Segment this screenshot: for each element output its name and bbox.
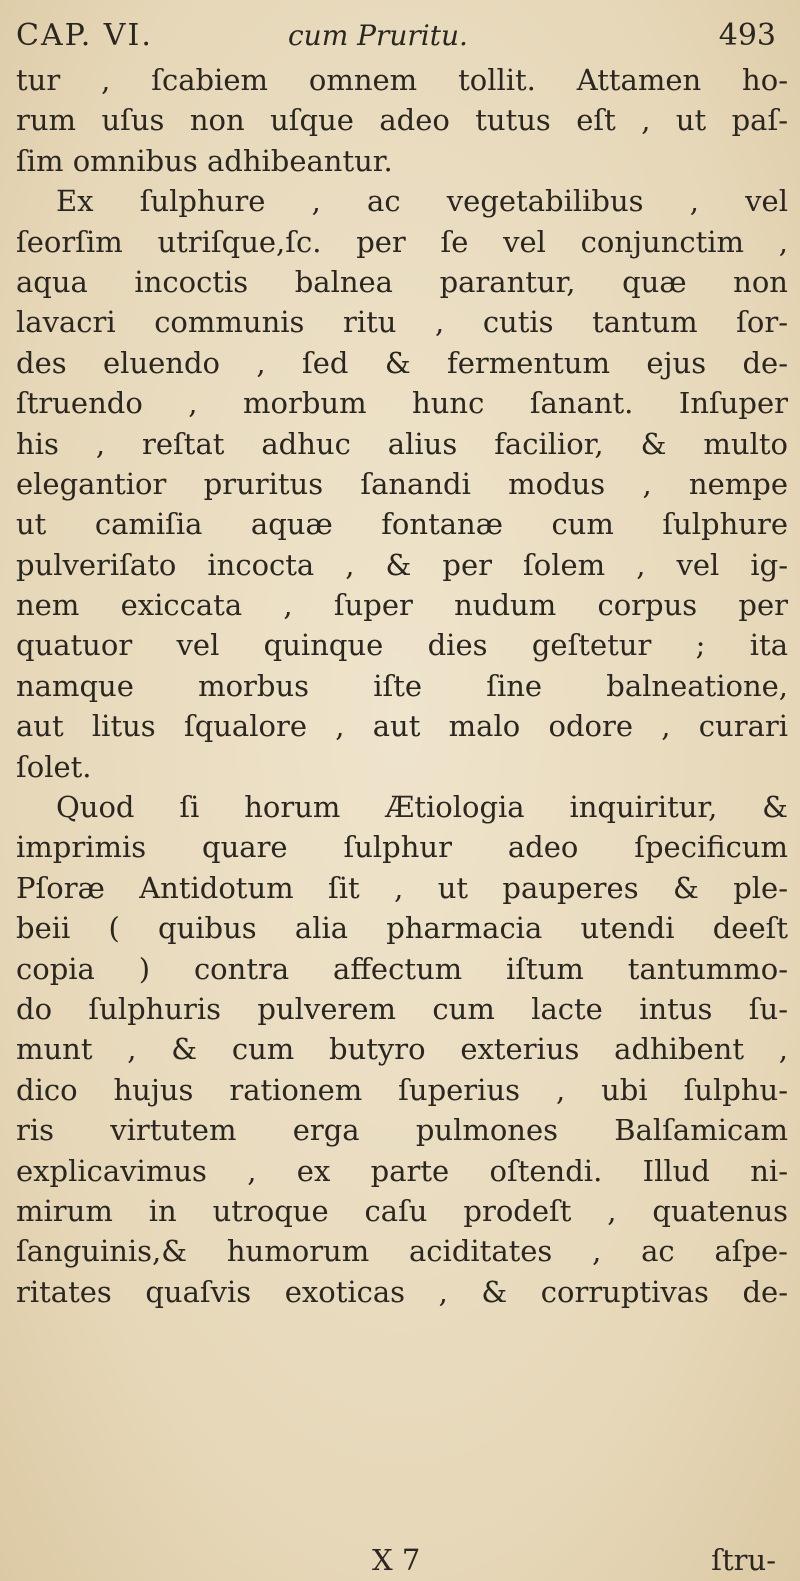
text-line: nem exiccata , ſuper nudum corpus per [16,588,788,623]
text-line: ſim omnibus adhibeantur. [16,143,393,178]
text-line: his , reſtat adhuc alius facilior, & multo [16,426,788,461]
page-header [16,14,776,58]
text-line: explicavimus , ex parte oſtendi. Illud ni- [16,1153,788,1188]
text-line: ritates quaſvis exoticas , & corruptivas de- [16,1274,788,1309]
text-line: imprimis quare ſulphur adeo ſpecificum [16,830,788,865]
text-line: ſeorſim utriſque,ſc. per ſe vel conjunctim , [16,224,788,259]
paragraph-start-line: Quod ſi horum Ætiologia inquiritur, & [56,790,788,825]
text-line: do ſulphuris pulverem cum lacte intus ſu- [16,991,788,1026]
page-footer [16,1540,776,1580]
text-line: lavacri communis ritu , cutis tantum ſor- [16,305,788,340]
text-line: tur , ſcabiem omnem tollit. Attamen ho- [16,63,788,97]
text-line: aqua incoctis balnea parantur, quæ non [16,264,788,299]
paragraph-start-line: Ex ſulphure , ac vegetabilibus , vel [56,184,788,219]
text-line: rum uſus non uſque adeo tutus eſt , ut paſ- [16,103,788,138]
text-line: des eluendo , ſed & fermentum ejus de- [16,345,788,380]
running-title: cum Pruritu. [288,19,468,52]
text-line: munt , & cum butyro exterius adhibent , [16,1032,788,1067]
text-line: quatuor vel quinque dies geſtetur ; ita [16,628,788,663]
text-line: mirum in utroque caſu prodeſt , quatenus [16,1193,788,1228]
text-line: elegantior pruritus ſanandi modus , nempe [16,466,788,501]
body-text [16,60,788,1312]
signature-mark: X 7 [372,1543,421,1577]
text-line: ut camiſia aquæ fontanæ cum ſulphure [16,507,788,542]
catchword: ſtru- [711,1543,776,1577]
text-line: Pſoræ Antidotum ſit , ut pauperes & ple- [16,870,788,905]
text-line: beii ( quibus alia pharmacia utendi deeſt [16,911,788,946]
text-line: namque morbus iſte ſine balneatione, [16,668,788,703]
chapter-heading: CAP. VI. [16,18,153,53]
text-line: dico hujus rationem ſuperius , ubi ſulphu- [16,1072,788,1107]
text-line: ſtruendo , morbum hunc ſanant. Inſuper [16,386,788,421]
text-line: ris virtutem erga pulmones Balſamicam [16,1113,788,1148]
text-line: ſanguinis,& humorum aciditates , ac aſpe- [16,1234,788,1269]
text-line: copia ) contra affectum iſtum tantummo- [16,951,788,986]
page-number: 493 [718,18,776,53]
text-line: pulveriſato incocta , & per ſolem , vel ig- [16,547,788,582]
text-line: aut litus ſqualore , aut malo odore , curari [16,709,788,744]
text-line: ſolet. [16,749,92,784]
